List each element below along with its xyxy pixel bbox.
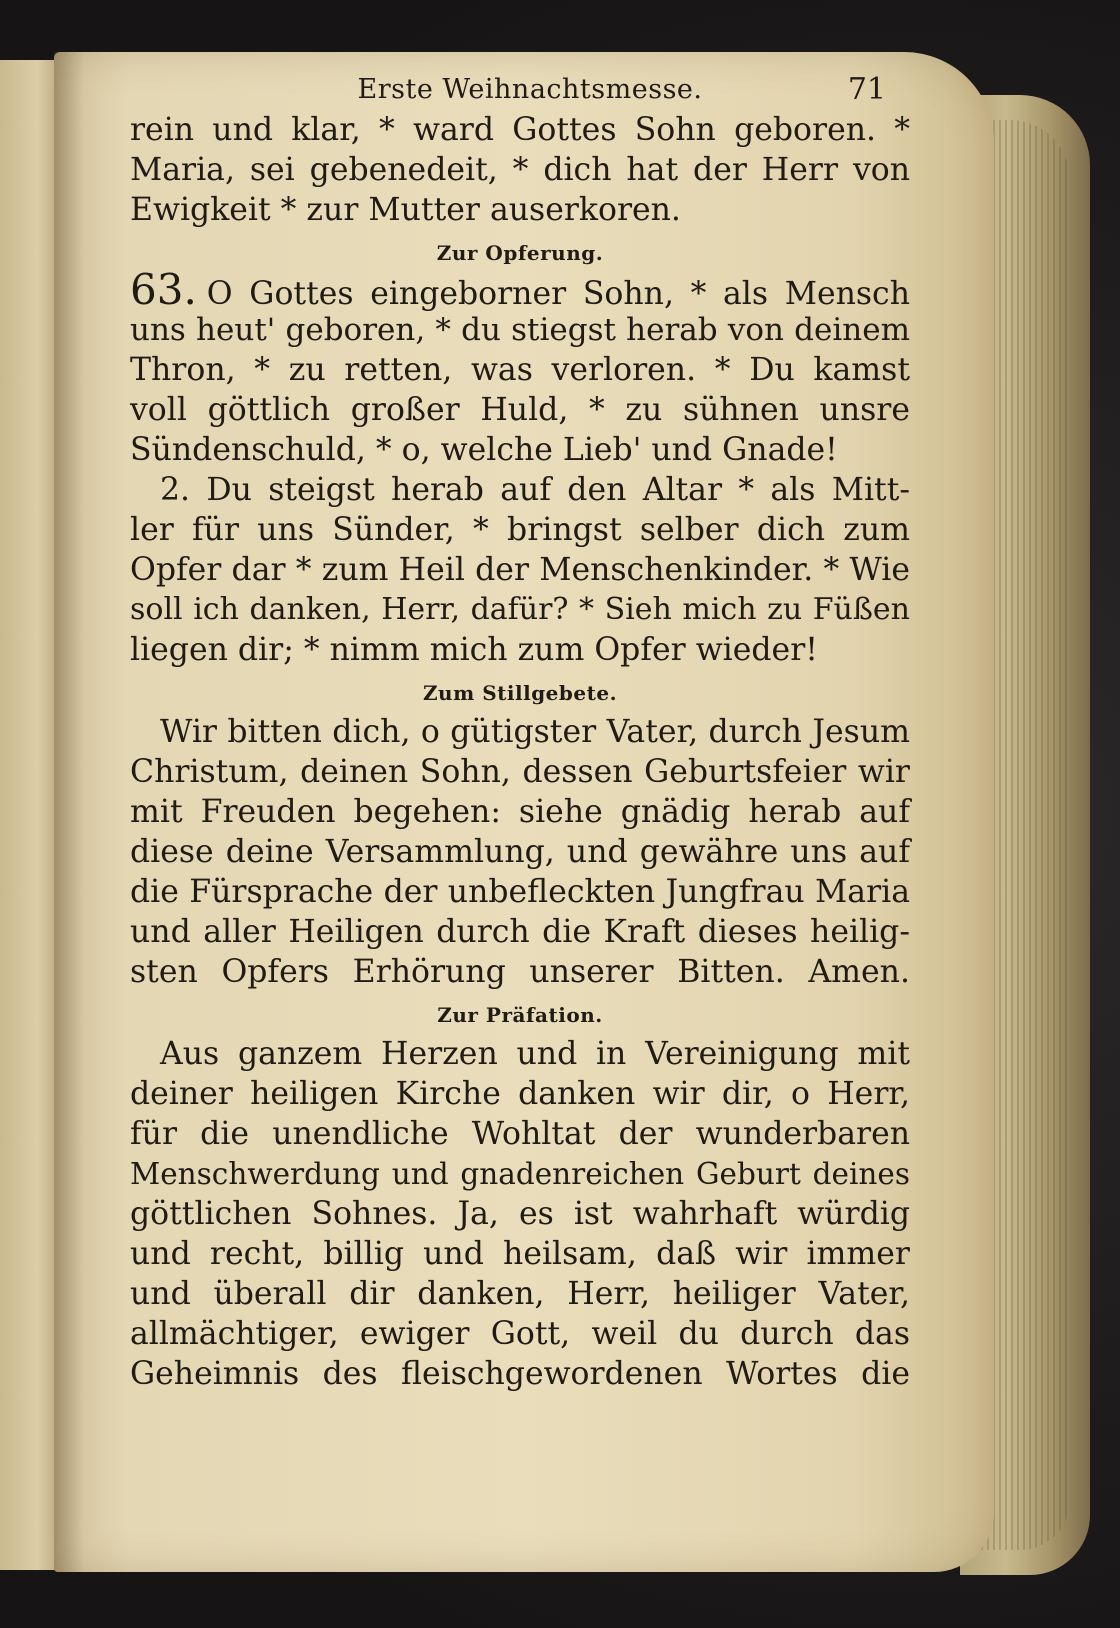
- top-text-block: [130, 110, 910, 230]
- text-line-content: Aus ganzem Herzen und in Vereinigung mit: [160, 1036, 910, 1072]
- section-heading-offertory: Zur Opferung.: [436, 241, 604, 265]
- text-line: uns heut' geboren, * du stiegst herab von deinem: [130, 312, 910, 348]
- preface-block: [130, 1034, 910, 1394]
- text-line: soll ich danken, Herr, dafür? * Sieh mich zu Füßen: [130, 592, 910, 627]
- section-heading-preface: Zur Präfation.: [437, 1003, 603, 1027]
- text-line: [130, 265, 910, 314]
- text-line: ler für uns Sünder, * bringst selber dich zum: [130, 512, 910, 548]
- page-gutter: [54, 52, 84, 1572]
- running-head: [150, 70, 910, 110]
- text-line: [130, 1034, 910, 1074]
- previous-page-edge: [0, 60, 62, 1570]
- text-line: Opfer dar * zum Heil der Menschenkinder. * Wie: [130, 552, 910, 588]
- page-content: [130, 70, 910, 1394]
- text-line-content: 2. Du steigst herab auf den Altar * als Mitt-: [160, 472, 910, 508]
- text-line: sten Opfers Erhörung unserer Bitten. Amen.: [130, 954, 910, 990]
- text-line: Menschwerdung und gnadenreichen Geburt deines: [130, 1157, 910, 1191]
- text-line: göttlichen Sohnes. Ja, es ist wahrhaft würdig: [130, 1196, 910, 1232]
- text-line: die Fürsprache der unbefleckten Jungfrau Maria: [130, 874, 910, 910]
- text-line: Geheimnis des fleischgewordenen Wortes die: [130, 1356, 910, 1392]
- text-line: mit Freuden begehen: siehe gnädig herab auf: [130, 794, 910, 830]
- text-line: allmächtiger, ewiger Gott, weil du durch das: [130, 1316, 910, 1352]
- text-line: voll göttlich großer Huld, * zu sühnen unsre: [130, 392, 910, 428]
- text-line-content: O Gottes eingeborner Sohn, * als Mensch: [206, 276, 910, 312]
- text-line: und recht, billig und heilsam, daß wir immer: [130, 1236, 910, 1272]
- text-line: diese deine Versammlung, und gewähre uns auf: [130, 834, 910, 870]
- text-line: deiner heiligen Kirche danken wir dir, o Herr,: [130, 1076, 910, 1112]
- hymn-number: 63.: [130, 265, 197, 314]
- running-title: Erste Weihnachtsmesse.: [357, 74, 703, 105]
- offertory-block: [130, 265, 910, 670]
- text-line: Ewigkeit * zur Mutter auserkoren.: [130, 192, 681, 228]
- text-line: für die unendliche Wohltat der wunderbaren: [130, 1116, 910, 1152]
- text-line: und aller Heiligen durch die Kraft dieses heilig-: [130, 914, 910, 950]
- text-line-content: Wir bitten dich, o gütigster Vater, durch Jesum: [160, 714, 910, 750]
- text-line: Sündenschuld, * o, welche Lieb' und Gnade!: [130, 432, 838, 468]
- text-line: Thron, * zu retten, was verloren. * Du kamst: [130, 352, 910, 388]
- text-line: rein und klar, * ward Gottes Sohn geboren. *: [130, 112, 910, 148]
- page-number: 71: [847, 72, 886, 107]
- text-line: liegen dir; * nimm mich zum Opfer wieder!: [130, 632, 818, 668]
- text-line: [130, 712, 910, 752]
- text-line: [130, 470, 910, 510]
- text-line: Maria, sei gebenedeit, * dich hat der Herr von: [130, 152, 910, 188]
- text-line: Christum, deinen Sohn, dessen Geburtsfeier wir: [130, 754, 910, 790]
- section-heading-secret: Zum Stillgebete.: [422, 681, 618, 705]
- secret-block: [130, 712, 910, 992]
- text-line: und überall dir danken, Herr, heiliger Vater,: [130, 1276, 910, 1312]
